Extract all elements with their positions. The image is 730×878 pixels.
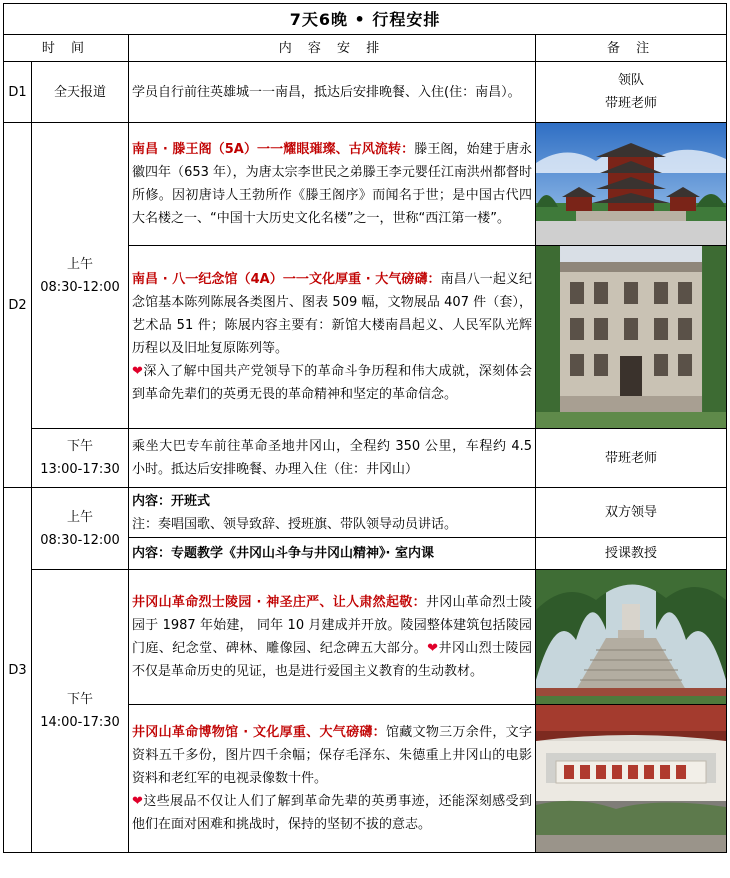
heart-icon: ❤ <box>132 364 144 379</box>
day2-afternoon-note: 带班老师 <box>536 429 727 488</box>
day3-morning1-note: 双方领导 <box>536 488 727 538</box>
day3-morning1-body: 注：奏唱国歌、领导致辞、授班旗、带队领导动员讲话。 <box>132 516 458 532</box>
day2-item2-title: 南昌 · 八一纪念馆（4A）一一文化厚重 · 大气磅礴： <box>132 272 441 287</box>
header-content: 内 容 安 排 <box>129 35 536 62</box>
day1-content: 学员自行前往英雄城一一南昌，抵达后安排晚餐、入住(住：南昌）。 <box>129 62 536 123</box>
day2-morning-label: 上午 <box>66 256 93 272</box>
day1-label: D1 <box>4 62 32 123</box>
day2-item1-body: 滕王阁，始建于唐永徽四年（653 年），为唐太宗李世民之弟滕王李元婴任江南洪州都督时所修。因初唐诗人王勃所作《滕王阁序》而闻名于世；是中国古代四大名楼之一、“中国十大历史文化名楼”之一，世称“西江第一楼”。 <box>132 142 532 226</box>
day2-afternoon-content: 乘坐大巴专车前往革命圣地井冈山，全程约 350 公里，车程约 4.5 小时。抵达后安排晚餐、办理入住（住：井冈山） <box>129 429 536 488</box>
day2-item2-body: 南昌八一起义纪念馆基本陈列陈展各类图片、图表 509 幅，文物展品 407 件（套），艺术品 51 件；陈展内容主要有：新馆大楼南昌起义、人民军队光辉历程以及旧址复原陈列等。 <box>132 272 532 356</box>
day3-afternoon2-extra: 这些展品不仅让人们了解到革命先辈的英勇事迹，还能深刻感受到他们在面对困难和挑战时，保持的坚韧不拔的意志。 <box>132 794 532 832</box>
day3-afternoon1-extra: 井冈山烈士陵园不仅是革命历史的见证，也是进行爱国主义教育的生动教材。 <box>132 641 532 679</box>
day3-afternoon1-title: 井冈山革命烈士陵园 · 神圣庄严、让人肃然起敬： <box>132 595 426 610</box>
itinerary-title: 7天6晚 • 行程安排 <box>4 4 727 35</box>
day2-item1-title: 南昌 · 滕王阁（5A）一一耀眼璀璨、古风流转： <box>132 142 415 157</box>
day2-item2-content <box>129 246 536 429</box>
heart-icon: ❤ <box>427 641 439 656</box>
day1-time: 全天报道 <box>32 62 129 123</box>
revolution-museum-photo <box>536 705 727 853</box>
day3-morning1-title: 内容：开班式 <box>132 493 211 509</box>
day3-afternoon-label: 下午 <box>66 692 93 707</box>
day3-afternoon2-title: 井冈山革命博物馆 · 文化厚重、大气磅礴： <box>132 725 386 740</box>
day2-afternoon-hours: 13:00-17:30 <box>40 462 120 477</box>
day3-morning2-note: 授课教授 <box>536 538 727 570</box>
day3-morning2-content: 内容：专题教学《井冈山斗争与井冈山精神》· 室内课 <box>129 538 536 570</box>
itinerary-table <box>3 3 727 853</box>
day3-morning-hours: 08:30-12:00 <box>40 532 120 548</box>
day3-afternoon1-row <box>4 570 727 705</box>
day2-item2-extra: 深入了解中国共产党领导下的革命斗争历程和伟大成就，深刻体会到革命先辈们的英勇无畏的革命精神和坚定的革命信念。 <box>132 364 532 402</box>
day3-afternoon-time <box>32 570 129 853</box>
day3-afternoon2-body: 馆藏文物三万余件，文字资料五千多份，图片四千余幅；保存毛泽东、朱德重上井冈山的电影资料和老红军的电视录像数十件。 <box>132 725 532 786</box>
heart-icon: ❤ <box>132 794 144 809</box>
tengwang-pavilion-photo <box>536 123 727 246</box>
day2-item1-content <box>129 123 536 246</box>
day3-morning-time <box>32 488 129 570</box>
header-time: 时 间 <box>4 35 129 62</box>
day2-afternoon-time <box>32 429 129 488</box>
header-row <box>4 35 727 62</box>
day3-label: D3 <box>4 488 32 853</box>
day3-morning1-content <box>129 488 536 538</box>
day2-afternoon-row <box>4 429 727 488</box>
day3-afternoon2-content <box>129 705 536 853</box>
day2-afternoon-label: 下午 <box>66 439 93 454</box>
day2-label: D2 <box>4 123 32 488</box>
day1-note-teacher: 带班老师 <box>605 96 658 111</box>
bayi-memorial-photo <box>536 246 727 429</box>
day3-afternoon1-content <box>129 570 536 705</box>
day1-note-leader: 领队 <box>618 73 645 88</box>
day3-afternoon1-body: 井冈山革命烈士陵园于 1987 年始建， 同年 10 月建成并开放。陵园整体建筑包括陵园门庭、纪念堂、碑林、雕像园、纪念碑五大部分。 <box>132 595 532 656</box>
day1-note <box>536 62 727 123</box>
day2-morning-time <box>32 123 129 429</box>
title-row <box>4 4 727 35</box>
day3-morning-label: 上午 <box>66 509 93 525</box>
day2-item1-row <box>4 123 727 246</box>
day1-row <box>4 62 727 123</box>
martyrs-cemetery-photo <box>536 570 727 705</box>
day3-afternoon-hours: 14:00-17:30 <box>40 715 120 730</box>
day3-morning1-row <box>4 488 727 538</box>
day2-morning-hours: 08:30-12:00 <box>40 279 120 295</box>
header-note: 备 注 <box>536 35 727 62</box>
